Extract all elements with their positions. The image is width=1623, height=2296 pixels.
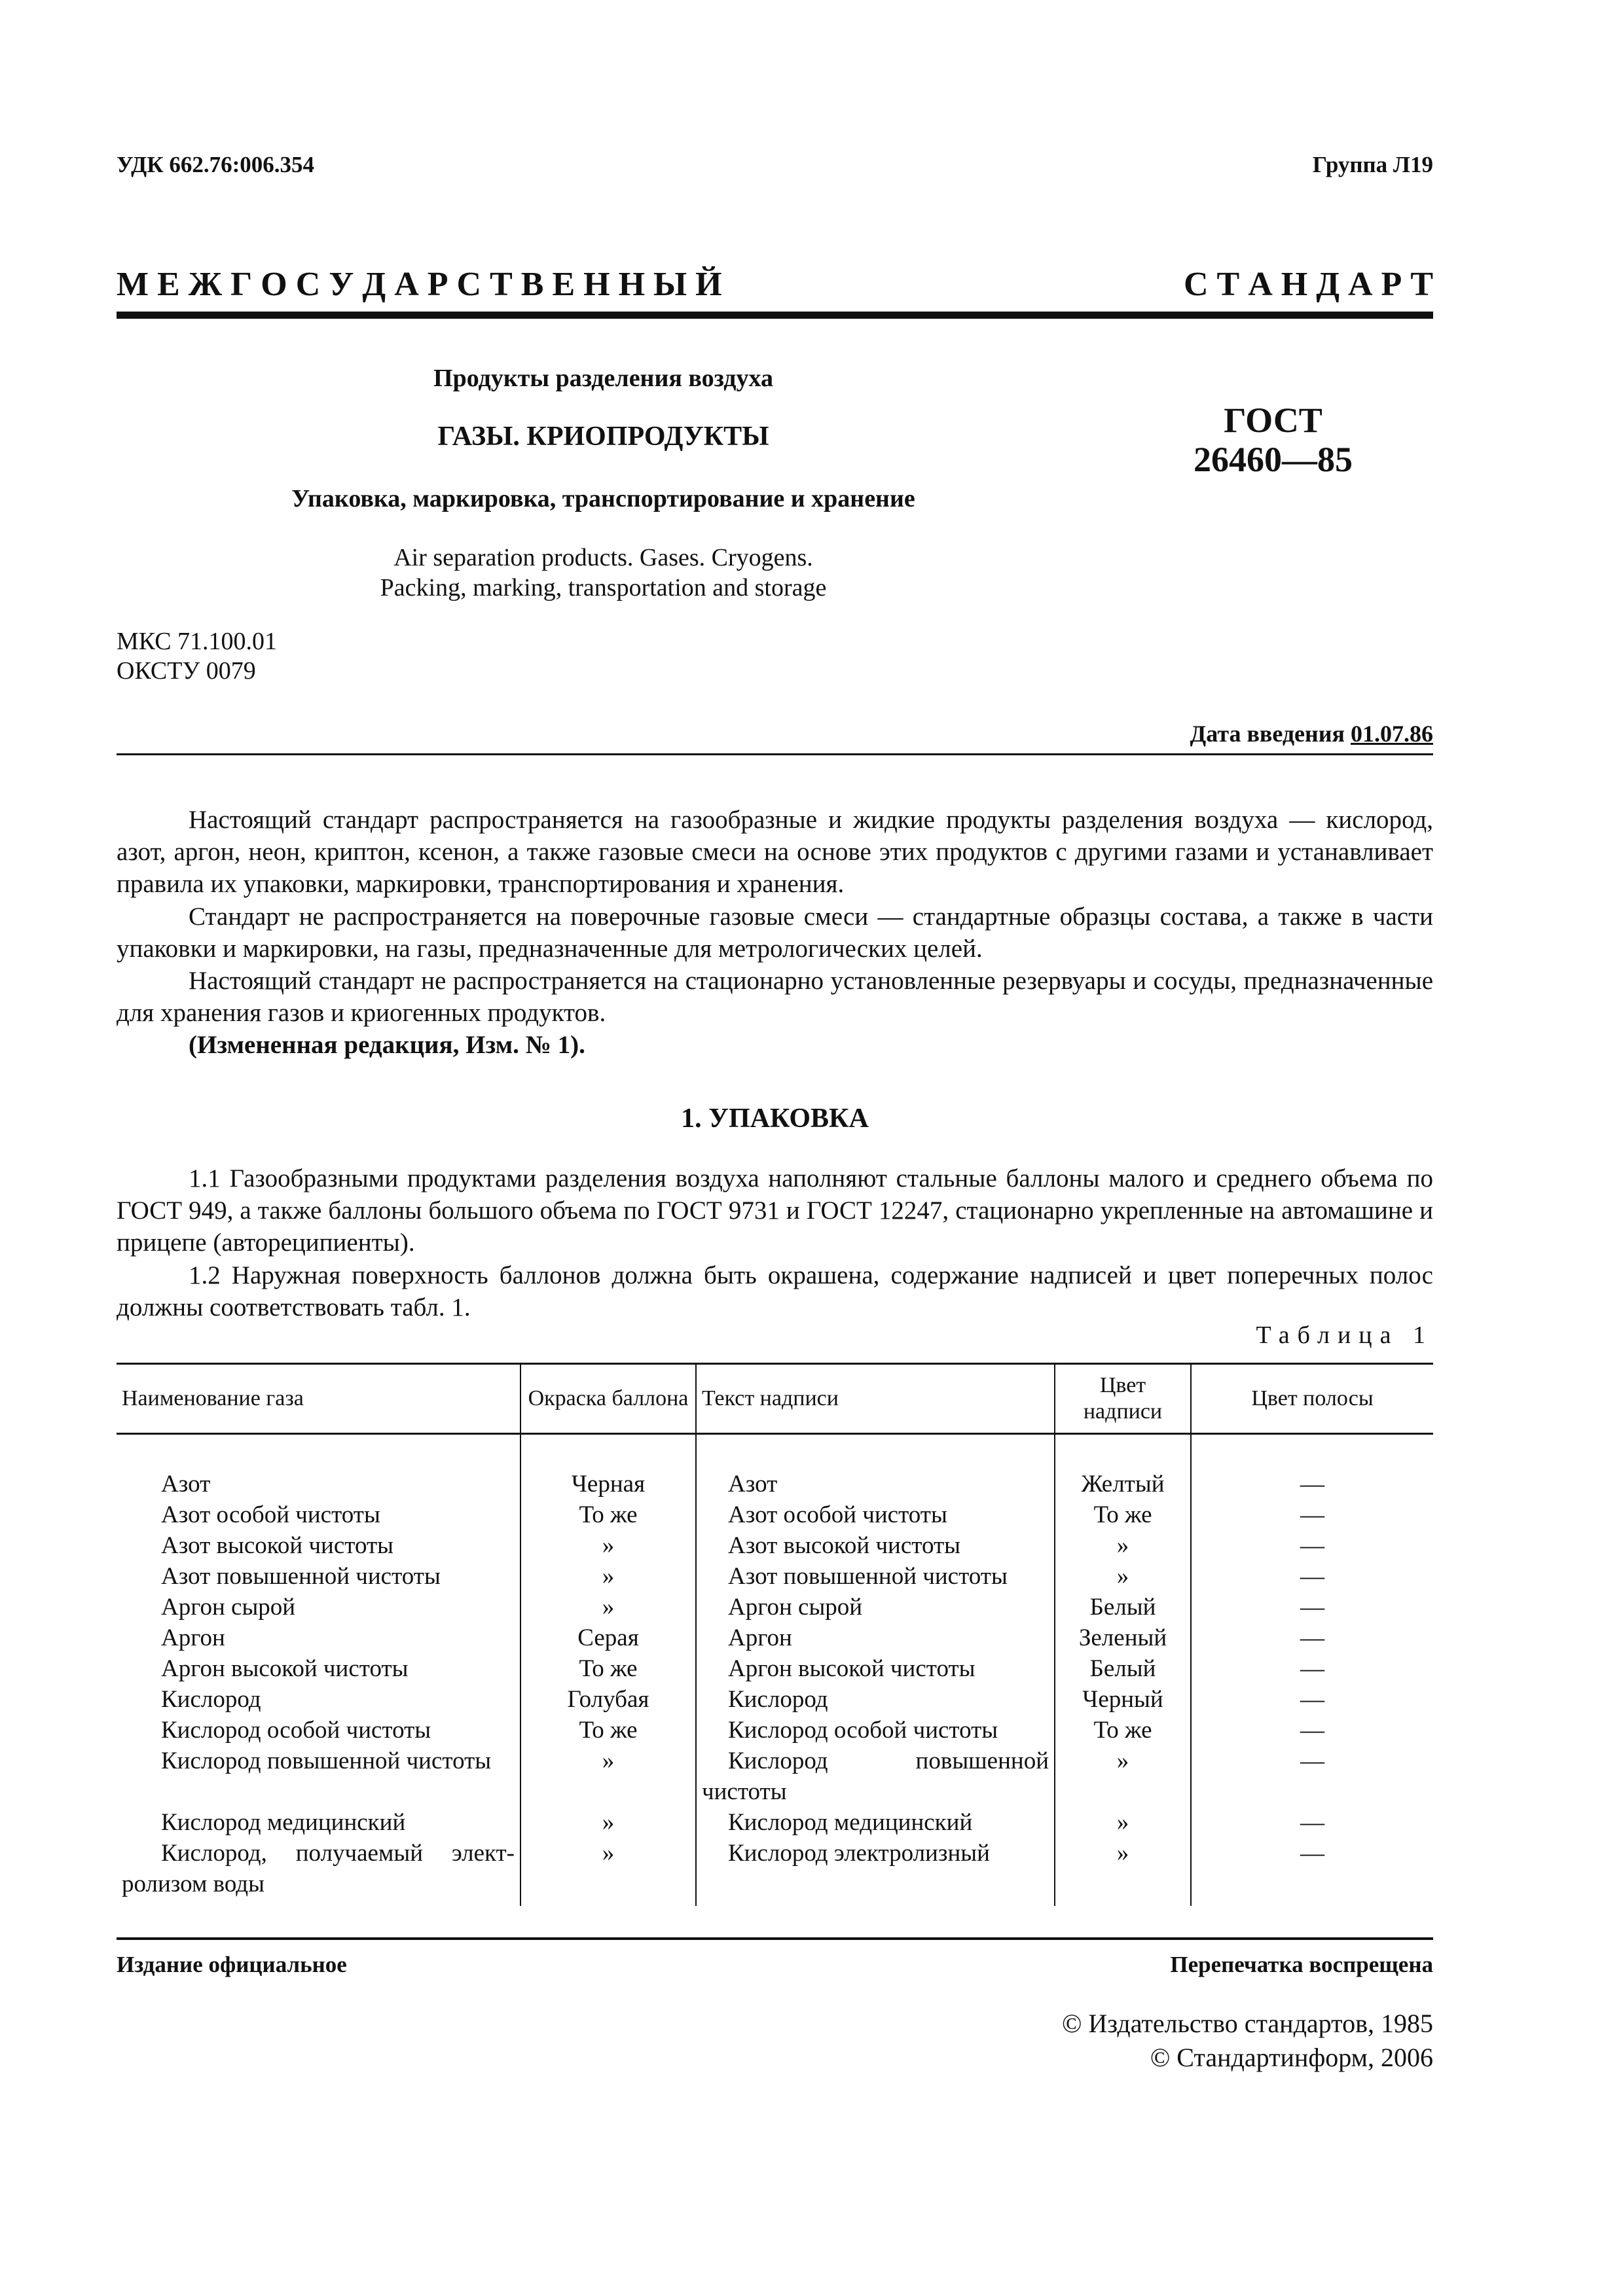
header-label-color: Цвет надписи — [1055, 1364, 1191, 1434]
title-gases: ГАЗЫ. КРИОПРОДУКТЫ — [437, 422, 769, 452]
cell-cylinder-color: Серая — [520, 1623, 696, 1653]
cell-stripe-color: — — [1191, 1715, 1433, 1746]
cell-label-text: Азот — [696, 1434, 1055, 1500]
cell-label-color: » — [1055, 1807, 1191, 1838]
table-row — [117, 1499, 1433, 1530]
table-row — [117, 1561, 1433, 1592]
copyright-1: © Издательство стандартов, 1985 — [1061, 2009, 1433, 2038]
cell-stripe-color: — — [1191, 1623, 1433, 1653]
paragraph-scope: Настоящий стандарт распространяется на газообразные и жидкие продукты разделения воздуха — кислород, азот, аргон, неон, криптон, ксенон, а также газовые смеси на основе этих продуктов с другими газами и устанавливает правила их упаковки, маркировки, транспортирования и хранения. — [117, 806, 1433, 898]
amendment-note: (Измененная редакция, Изм. № 1). — [189, 1031, 585, 1059]
cell-label-color: » — [1055, 1530, 1191, 1561]
table-row — [117, 1807, 1433, 1838]
clause-1-2: 1.2 Наружная поверхность баллонов должна быть окрашена, содержание надписей и цвет поперечных полос должны соответствовать табл. 1. — [117, 1261, 1433, 1321]
intro-date — [1190, 720, 1434, 747]
cell-label-color: » — [1055, 1838, 1191, 1906]
paragraph-exclusion-2: Настоящий стандарт не распространяется на стационарно установленные резервуары и сосуды, предназначенные для хранения газов и криогенных продуктов. — [117, 967, 1433, 1027]
cell-label-color: Белый — [1055, 1592, 1191, 1623]
official-edition: Издание официальное — [117, 1952, 347, 1977]
date-rule — [117, 753, 1433, 755]
cell-label-color: То же — [1055, 1715, 1191, 1746]
cell-cylinder-color: » — [520, 1592, 696, 1623]
cell-label-text: Кислород особой чистоты — [696, 1715, 1055, 1746]
cell-label-text: Кислород медицинский — [696, 1807, 1055, 1838]
cell-cylinder-color: » — [520, 1561, 696, 1592]
cell-stripe-color: — — [1191, 1807, 1433, 1838]
cell-stripe-color: — — [1191, 1653, 1433, 1684]
udk-code: УДК 662.76:006.354 — [117, 152, 315, 177]
cell-stripe-color: — — [1191, 1684, 1433, 1715]
cell-cylinder-color: То же — [520, 1499, 696, 1530]
cell-cylinder-color: » — [520, 1838, 696, 1906]
gost-number: 26460—85 — [1194, 440, 1353, 479]
okstu-code: ОКСТУ 0079 — [117, 657, 256, 685]
group-code: Группа Л19 — [1312, 152, 1433, 177]
cell-stripe-color: — — [1191, 1838, 1433, 1906]
cell-gas-name: Кислород, получаемый электролизом воды — [122, 1840, 515, 1897]
header-label-text: Текст надписи — [696, 1364, 1055, 1434]
intro-date-value: 01.07.86 — [1351, 721, 1433, 747]
cell-label-color: » — [1055, 1561, 1191, 1592]
table-row — [117, 1684, 1433, 1715]
title-packing: Упаковка, маркировка, транспортирование и хранение — [291, 485, 915, 512]
cell-gas-name: Азот — [161, 1471, 211, 1498]
cell-gas-name: Кислород повышенной чистоты — [161, 1748, 492, 1774]
cell-label-text: Азот повышенной чистоты — [696, 1561, 1055, 1592]
cell-gas-name: Аргон — [161, 1624, 225, 1651]
cell-gas-name: Азот повышенной чистоты — [161, 1563, 441, 1590]
section-heading-packing: 1. УПАКОВКА — [681, 1103, 869, 1134]
header-cylinder-color: Окраска баллона — [520, 1364, 696, 1434]
cell-label-text: Азот высокой чистоты — [696, 1530, 1055, 1561]
cell-cylinder-color: » — [520, 1807, 696, 1838]
cell-label-text: Аргон высокой чистоты — [696, 1653, 1055, 1684]
cell-stripe-color: — — [1191, 1434, 1433, 1500]
clause-1-1: 1.1 Газообразными продуктами разделения воздуха наполняют стальные баллоны малого и среднего объема по ГОСТ 949, а также баллоны большого объема по ГОСТ 9731 и ГОСТ 12247, стационарно укрепленные на автомашине и прицепе (автореципиенты). — [117, 1164, 1433, 1257]
table-row — [117, 1653, 1433, 1684]
table-row — [117, 1530, 1433, 1561]
table-row — [117, 1592, 1433, 1623]
cell-gas-name: Кислород медицинский — [161, 1809, 406, 1836]
table-row — [117, 1715, 1433, 1746]
cell-label-color: Желтый — [1055, 1434, 1191, 1500]
intro-date-label: Дата введения — [1190, 721, 1345, 747]
cell-gas-name: Аргон сырой — [161, 1594, 296, 1621]
bottom-rule — [117, 1937, 1433, 1940]
reprint-prohibited: Перепечатка воспрещена — [1170, 1952, 1433, 1977]
table-header-row — [117, 1364, 1433, 1434]
cell-label-text: Кислород повышенной чистоты — [696, 1746, 1055, 1807]
header-gas-name: Наименование газа — [117, 1364, 520, 1434]
banner-left-text: М Е Ж Г О С У Д А Р С Т В Е Н Н Ы Й — [117, 266, 722, 303]
cell-label-color: Белый — [1055, 1653, 1191, 1684]
cell-label-color: То же — [1055, 1499, 1191, 1530]
cell-cylinder-color: Голубая — [520, 1684, 696, 1715]
cell-gas-name: Аргон высокой чистоты — [161, 1655, 409, 1682]
cell-cylinder-color: » — [520, 1746, 696, 1807]
cell-gas-name: Азот высокой чистоты — [161, 1532, 394, 1559]
table-row — [117, 1623, 1433, 1653]
cell-stripe-color: — — [1191, 1592, 1433, 1623]
cell-cylinder-color: То же — [520, 1715, 696, 1746]
cell-label-color: » — [1055, 1746, 1191, 1807]
cell-label-text: Аргон — [696, 1623, 1055, 1653]
banner-right-text: С Т А Н Д А Р Т — [1183, 266, 1433, 303]
top-rule — [117, 312, 1433, 319]
paragraph-exclusion-1: Стандарт не распространяется на поверочные газовые смеси — стандартные образцы состава, а также в части упаковки и маркировки, на газы, предназначенные для метрологических целей. — [117, 903, 1433, 963]
cell-stripe-color: — — [1191, 1561, 1433, 1592]
cell-gas-name: Кислород особой чистоты — [161, 1717, 431, 1744]
header-stripe-color: Цвет полосы — [1191, 1364, 1433, 1434]
table-caption: Таблица 1 — [1256, 1321, 1433, 1349]
copyright-2: © Стандартинформ, 2006 — [1150, 2043, 1433, 2072]
title-english-line-2: Packing, marking, transportation and storage — [380, 574, 827, 601]
mks-code: МКС 71.100.01 — [117, 628, 278, 655]
cell-label-text: Кислород электролизный — [696, 1838, 1055, 1906]
gost-designation — [1113, 401, 1433, 479]
cell-stripe-color: — — [1191, 1530, 1433, 1561]
cell-label-text: Азот особой чистоты — [696, 1499, 1055, 1530]
gost-label: ГОСТ — [1224, 401, 1322, 440]
cell-label-color: Зеленый — [1055, 1623, 1191, 1653]
title-products: Продукты разделения воздуха — [433, 365, 773, 392]
cell-cylinder-color: То же — [520, 1653, 696, 1684]
cell-stripe-color: — — [1191, 1499, 1433, 1530]
cell-gas-name: Кислород — [161, 1686, 261, 1713]
cell-label-text: Кислород — [696, 1684, 1055, 1715]
table-row — [117, 1434, 1433, 1500]
table-row — [117, 1746, 1433, 1807]
cell-cylinder-color: » — [520, 1530, 696, 1561]
cell-label-text: Аргон сырой — [696, 1592, 1055, 1623]
cell-cylinder-color: Черная — [520, 1434, 696, 1500]
title-english-line-1: Air separation products. Gases. Cryogens. — [393, 544, 813, 571]
cell-stripe-color: — — [1191, 1746, 1433, 1807]
cell-gas-name: Азот особой чистоты — [161, 1501, 380, 1528]
cylinder-marking-table — [117, 1363, 1433, 1906]
table-row — [117, 1838, 1433, 1906]
standard-banner — [117, 265, 1433, 304]
cell-label-color: Черный — [1055, 1684, 1191, 1715]
